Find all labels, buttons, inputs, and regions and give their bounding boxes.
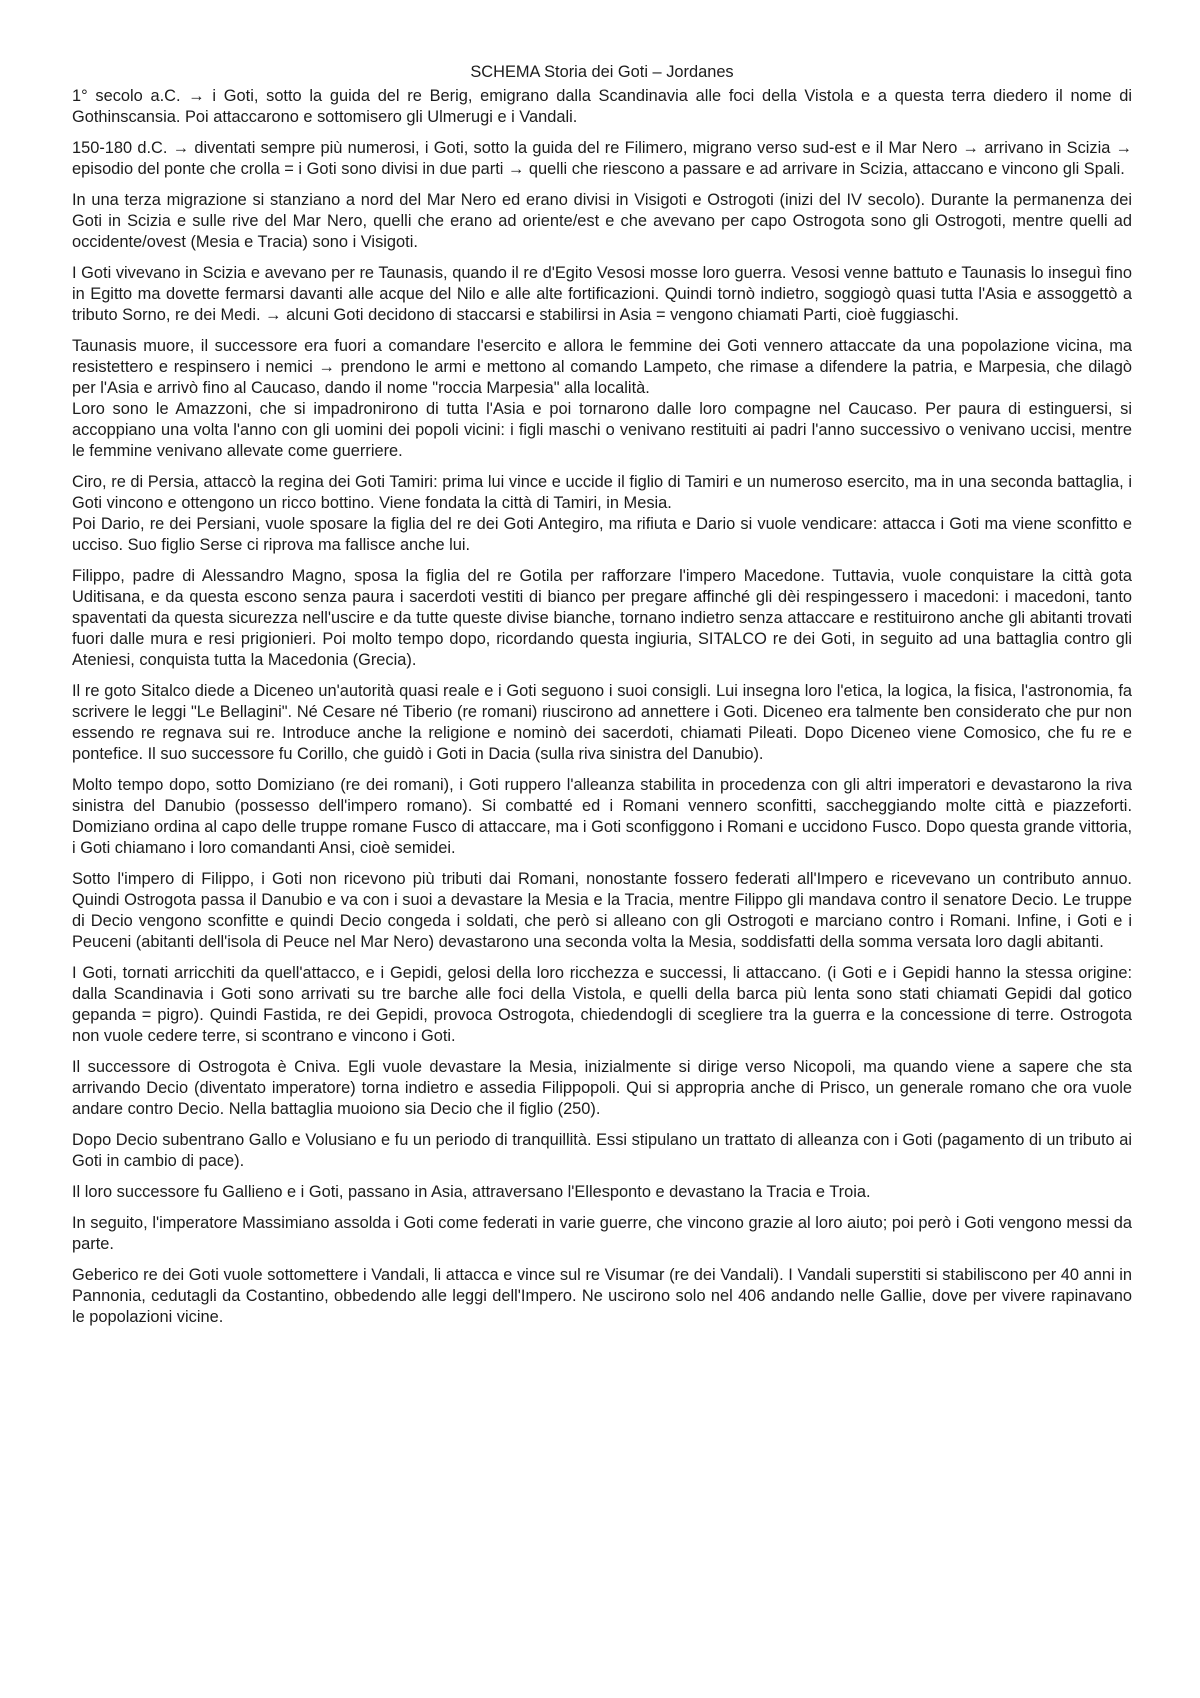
paragraph-amazzoni: Taunasis muore, il successore era fuori a comandare l'esercito e allora le femmine dei Goti vennero attaccate da una popolazione vicina, ma resistettero e respinsero i nemici → prendono le armi e mettono al comando Lampeto, che rimase a difendere la patria, e Marpesia, che dilagò per l'Asia e arrivò fino al Caucaso, dando il nome "roccia Marpesia" alla località. Loro sono le Amazzoni, che si impadronirono di tutta l'Asia e poi tornarono dalle loro compagne nel Caucaso. Per paura di estinguersi, si accoppiano una volta l'anno con gli uomini dei popoli vicini: i figli maschi o venivano restituiti ai padri l'anno successivo o venivano uccisi, mentre le femmine venivano allevate come guerriere. (72, 337, 1132, 460)
paragraph-cniva: Il successore di Ostrogota è Cniva. Egli vuole devastare la Mesia, inizialmente si dirige verso Nicopoli, ma quando viene a sapere che sta arrivando Decio (diventato imperatore) torna indietro e assedia Filippopoli. Qui si appropria anche di Prisco, un generale romano che ora vuole andare contro Decio. Nella battaglia muoiono sia Decio che il figlio (250). (72, 1058, 1132, 1118)
paragraph-filippo-ostrogota: Sotto l'impero di Filippo, i Goti non ricevono più tributi dai Romani, nonostante fossero federati all'Impero e ricevevano un contributo annuo. Quindi Ostrogota passa il Danubio e va con i suoi a devastare la Mesia e la Tracia, mentre Filippo gli mandava contro il senatore Decio. Le truppe di Decio vengono sconfitte e quindi Decio congeda i soldati, che però si alleano con gli Ostrogoti e marciano contro i Romani. Infine, i Goti e i Peuceni (abitanti dell'isola di Peuce nel Mar Nero) devastarono una seconda volta la Mesia, soddisfatti della somma versata loro dagli abitanti. (72, 870, 1132, 951)
paragraph-filippo-macedonia: Filippo, padre di Alessandro Magno, sposa la figlia del re Gotila per rafforzare l'impero Macedone. Tuttavia, vuole conquistare la città gota Uditisana, e da questa escono senza paura i sacerdoti vestiti di bianco per pregare affinché gli dèi respingessero i macedoni: i macedoni, tanto spaventati da questa sicurezza nell'uscire e da tutte queste divise bianche, tornano indietro senza attaccare e restituirono anche gli abitanti trovati fuori dalle mura e resi prigionieri. Poi molto tempo dopo, ricordando questa ingiuria, SITALCO re dei Goti, in seguito ad una battaglia contro gli Ateniesi, conquista tutta la Macedonia (Grecia). (72, 567, 1132, 669)
paragraph-ciro-dario: Ciro, re di Persia, attaccò la regina dei Goti Tamiri: prima lui vince e uccide il figlio di Tamiri e un numeroso esercito, ma in una seconda battaglia, i Goti vincono e ottengono un ricco bottino. Viene fondata la città di Tamiri, in Mesia. Poi Dario, re dei Persiani, vuole sposare la figlia del re dei Goti Antegiro, ma rifiuta e Dario si vuole vendicare: attacca i Goti ma viene sconfitto e ucciso. Suo figlio Serse ci riprova ma fallisce anche lui. (72, 473, 1132, 554)
document-page (72, 62, 1132, 1338)
paragraph-gallieno: Il loro successore fu Gallieno e i Goti, passano in Asia, attraversano l'Ellesponto e devastano la Tracia e Troia. (72, 1183, 871, 1201)
paragraph-geberico-vandali: Geberico re dei Goti vuole sottomettere i Vandali, li attacca e vince sul re Visumar (re dei Vandali). I Vandali superstiti si stabiliscono per 40 anni in Pannonia, cedutagli da Costantino, obbedendo alle leggi dell'Impero. Ne uscirono solo nel 406 andando nelle Gallie, dove per vivere rapinavano le popolazioni vicine. (72, 1266, 1132, 1326)
paragraph-diceneo: Il re goto Sitalco diede a Diceneo un'autorità quasi reale e i Goti seguono i suoi consigli. Lui insegna loro l'etica, la logica, la fisica, l'astronomia, fa scrivere le leggi "Le Bellagini". Né Cesare né Tiberio (re romani) riuscirono ad annettere i Goti. Diceneo era talmente ben considerato che pur non essendo re regnava sui re. Introduce anche la religione e nominò dei sacerdoti, chiamati Pileati. Dopo Diceneo viene Comosico, che fu re e pontefice. Il suo successore fu Corillo, che guidò i Goti in Dacia (sulla riva sinistra del Danubio). (72, 682, 1132, 763)
paragraph-visigoti-ostrogoti: In una terza migrazione si stanziano a nord del Mar Nero ed erano divisi in Visigoti e Ostrogoti (inizi del IV secolo). Durante la permanenza dei Goti in Scizia e sulle rive del Mar Nero, quelli che erano ad oriente/est e che avevano per capo Ostrogota sono gli Ostrogoti, mentre quelli ad occidente/ovest (Mesia e Tracia) sono i Visigoti. (72, 191, 1132, 251)
paragraph-taunasis-vesosi: I Goti vivevano in Scizia e avevano per re Taunasis, quando il re d'Egito Vesosi mosse loro guerra. Vesosi venne battuto e Taunasis lo inseguì fino in Egitto ma dovette fermarsi davanti alle acque del Nilo e alle alte fortificazioni. Quindi tornò indietro, soggiogò quasi tutta l'Asia e assoggettò a tributo Sorno, re dei Medi. → alcuni Goti decidono di staccarsi e stabilirsi in Asia = vengono chiamati Parti, cioè fuggiaschi. (72, 264, 1132, 324)
paragraph-berig-migration: 1° secolo a.C. → i Goti, sotto la guida del re Berig, emigrano dalla Scandinavia alle foci della Vistola e a questa terra diedero il nome di Gothinscansia. Poi attaccarono e sottomisero gli Ulmerugi e i Vandali. (72, 87, 1132, 126)
paragraph-domiziano: Molto tempo dopo, sotto Domiziano (re dei romani), i Goti ruppero l'alleanza stabilita in procedenza con gli altri imperatori e devastarono la riva sinistra del Danubio (possesso dell'impero romano). Si combatté ed i Romani vennero sconfitti, saccheggiando molte città e piazzeforti. Domiziano ordina al capo delle truppe romane Fusco di attaccare, ma i Goti sconfiggono i Romani e uccidono Fusco. Dopo questa grande vittoria, i Goti chiamano i loro comandanti Ansi, cioè semidei. (72, 776, 1132, 857)
paragraph-gepidi: I Goti, tornati arricchiti da quell'attacco, e i Gepidi, gelosi della loro ricchezza e successi, li attaccano. (i Goti e i Gepidi hanno la stessa origine: dalla Scandinavia i Goti sono arrivati su tre barche alle foci della Vistola, e quelli della barca più lenta sono stati chiamati Gepidi dal gotico gepanda = pigro). Quindi Fastida, re dei Gepidi, provoca Ostrogota, chiedendogli di scegliere tra la guerra e la concessione di terre. Ostrogota non vuole cedere terre, si scontrano e vincono i Goti. (72, 964, 1132, 1045)
paragraph-filimero-scizia: 150-180 d.C. → diventati sempre più numerosi, i Goti, sotto la guida del re Filimero, migrano verso sud-est e il Mar Nero → arrivano in Scizia → episodio del ponte che crolla = i Goti sono divisi in due parti → quelli che riescono a passare e ad arrivare in Scizia, attaccano e vincono gli Spali. (72, 139, 1132, 178)
paragraph-gallo-volusiano: Dopo Decio subentrano Gallo e Volusiano e fu un periodo di tranquillità. Essi stipulano un trattato di alleanza con i Goti (pagamento di un tributo ai Goti in cambio di pace). (72, 1131, 1132, 1170)
document-title: SCHEMA Storia dei Goti – Jordanes (470, 63, 734, 81)
paragraph-massimiano: In seguito, l'imperatore Massimiano assolda i Goti come federati in varie guerre, che vincono grazie al loro aiuto; poi però i Goti vengono messi da parte. (72, 1214, 1132, 1253)
